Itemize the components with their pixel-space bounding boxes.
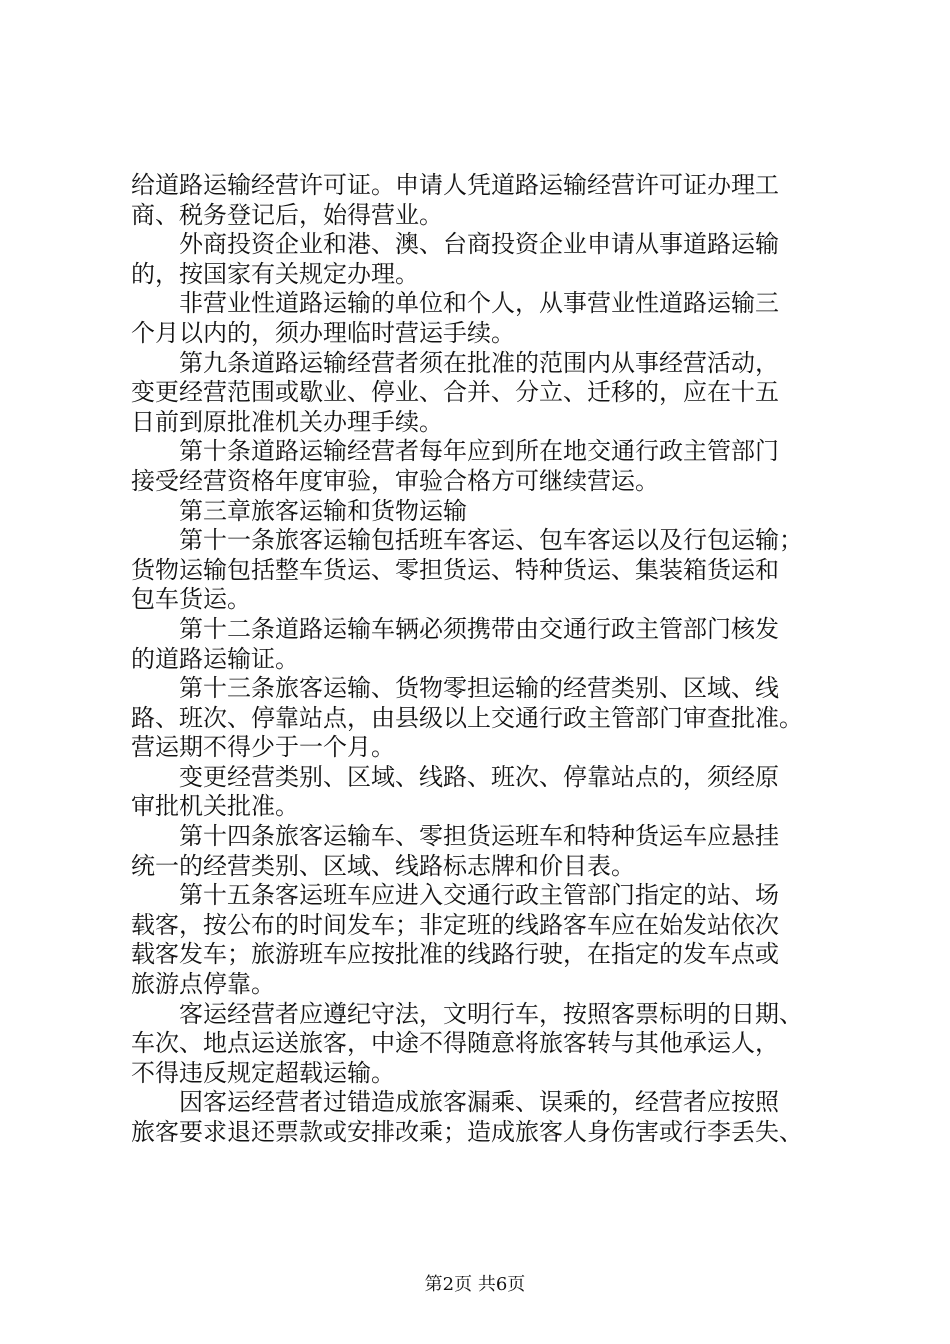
text-line-19: 路、班次、停靠站点，由县级以上交通行政主管部门审查批准。: [131, 703, 803, 732]
text-line-2: 商、税务登记后，始得营业。: [131, 200, 443, 229]
text-line-18: 第十三条旅客运输、货物零担运输的经营类别、区域、线: [179, 674, 779, 703]
text-line-3: 外商投资企业和港、澳、台商投资企业申请从事道路运输: [179, 230, 779, 259]
text-line-16: 第十二条道路运输车辆必须携带由交通行政主管部门核发: [179, 614, 779, 643]
text-line-4: 的，按国家有关规定办理。: [131, 259, 419, 288]
chapter-heading: 第三章旅客运输和货物运输: [179, 496, 467, 525]
text-line-20: 营运期不得少于一个月。: [131, 733, 395, 762]
text-line-30: 车次、地点运送旅客，中途不得随意将旅客转与其他承运人，: [131, 1029, 779, 1058]
text-line-25: 第十五条客运班车应进入交通行政主管部门指定的站、场: [179, 881, 779, 910]
text-line-13: 第十一条旅客运输包括班车客运、包车客运以及行包运输；: [179, 526, 803, 555]
text-line-26: 载客，按公布的时间发车；非定班的线路客车应在始发站依次: [131, 910, 779, 939]
text-line-14: 货物运输包括整车货运、零担货运、特种货运、集装箱货运和: [131, 555, 779, 584]
page-number-footer: 第2页 共6页: [424, 1274, 526, 1295]
text-line-27: 载客发车；旅游班车应按批准的线路行驶，在指定的发车点或: [131, 940, 779, 969]
text-line-6: 个月以内的，须办理临时营运手续。: [131, 318, 515, 347]
text-line-24: 统一的经营类别、区域、线路标志牌和价目表。: [131, 851, 635, 880]
text-line-10: 第十条道路运输经营者每年应到所在地交通行政主管部门: [179, 437, 779, 466]
text-line-7: 第九条道路运输经营者须在批准的范围内从事经营活动，: [179, 348, 779, 377]
text-line-8: 变更经营范围或歇业、停业、合并、分立、迁移的，应在十五: [131, 378, 779, 407]
text-line-1: 给道路运输经营许可证。申请人凭道路运输经营许可证办理工: [131, 171, 779, 199]
text-line-22: 审批机关批准。: [131, 792, 299, 821]
body-text: [131, 171, 836, 1148]
text-line-15: 包车货运。: [131, 585, 251, 614]
text-line-11: 接受经营资格年度审验，审验合格方可继续营运。: [131, 466, 659, 495]
text-line-9: 日前到原批准机关办理手续。: [131, 407, 443, 436]
text-line-32: 因客运经营者过错造成旅客漏乘、误乘的，经营者应按照: [179, 1088, 779, 1117]
text-line-21: 变更经营类别、区域、线路、班次、停靠站点的，须经原: [179, 762, 779, 791]
text-line-28: 旅游点停靠。: [131, 970, 275, 999]
text-line-33: 旅客要求退还票款或安排改乘；造成旅客人身伤害或行李丢失、: [131, 1118, 803, 1146]
text-line-5: 非营业性道路运输的单位和个人，从事营业性道路运输三: [179, 289, 779, 318]
text-line-17: 的道路运输证。: [131, 644, 299, 673]
text-line-31: 不得违反规定超载运输。: [131, 1058, 395, 1087]
text-line-29: 客运经营者应遵纪守法，文明行车，按照客票标明的日期、: [179, 999, 803, 1028]
text-line-23: 第十四条旅客运输车、零担货运班车和特种货运车应悬挂: [179, 822, 779, 851]
